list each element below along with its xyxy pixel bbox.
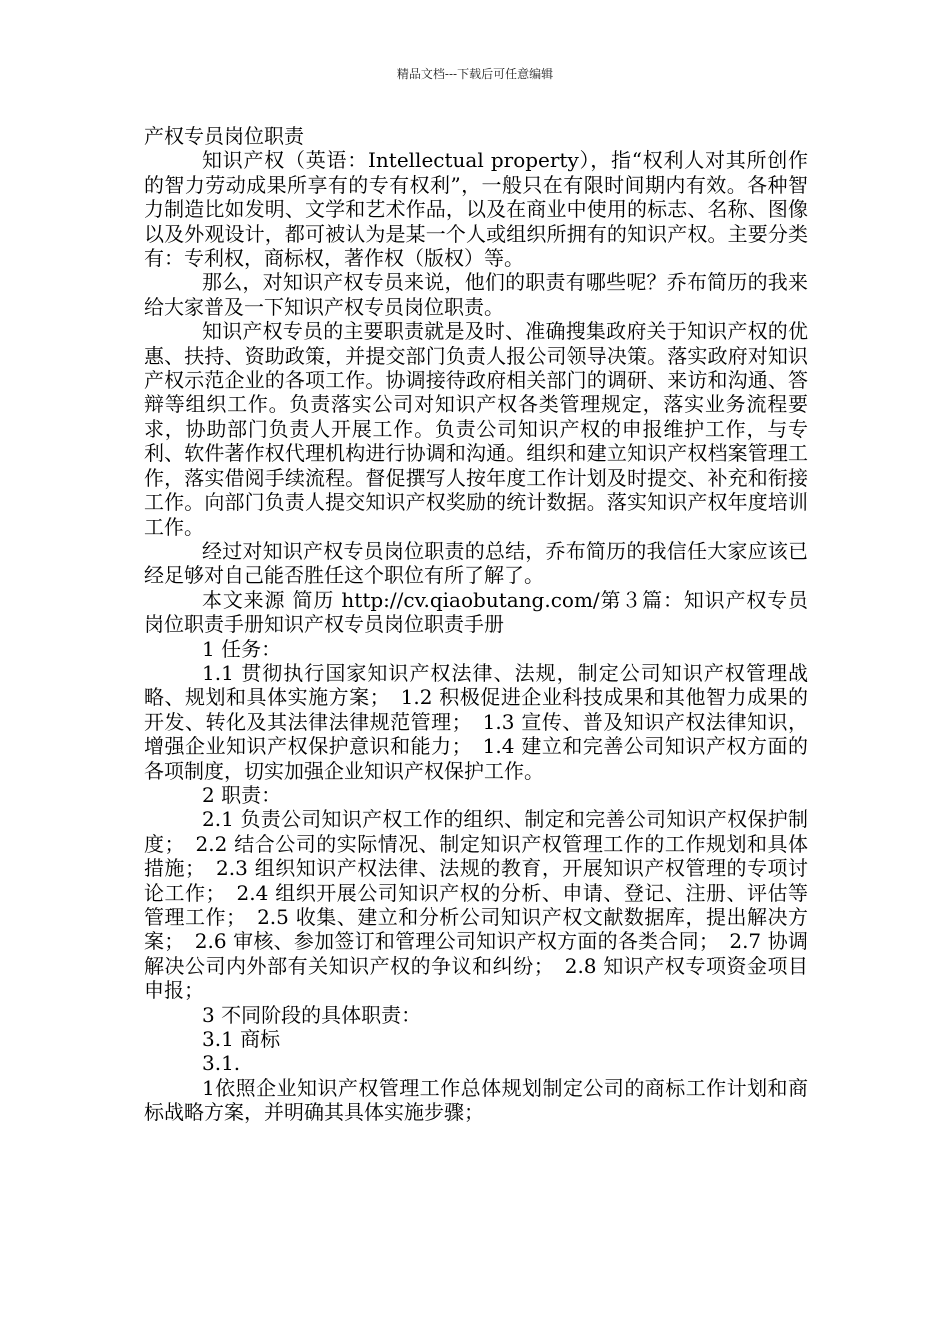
section-heading-duties: 2 职责： bbox=[202, 782, 282, 807]
paragraph-duties-list: 2.1 负责公司知识产权工作的组织、制定和完善公司知识产权保护制度； 2.2 结合公司的实际情况、制定知识产权管理工作的工作规划和具体措施； 2.3 组织知识产权法律、法规的教育，开展知识产权管理的专项讨论工作； 2.4 组织开展公司知识产权的分析、申请、登记、注册、评估等管理工作； 2.5 收集、建立和分析公司知识产权文献数据库，提出解决方案； 2.6 审核、参加签订和管理公司知识产权方面的各类合同； 2.7 协调解决公司内外部有关知识产权的争议和纠纷； 2.8 知识产权专项资金项目申报； bbox=[144, 807, 808, 1003]
paragraph-summary: 经过对知识产权专员岗位职责的总结，乔布简历的我信任大家应该已经足够对自己能否胜任这个职位有所了解了。 bbox=[144, 538, 808, 588]
document-body bbox=[144, 124, 808, 1125]
paragraph-tasks-list: 1.1 贯彻执行国家知识产权法律、法规，制定公司知识产权管理战略、规划和具体实施方案； 1.2 积极促进企业科技成果和其他智力成果的开发、转化及其法律法律规范管理； 1.3 宣传、普及知识产权法律知识，增强企业知识产权保护意识和能力； 1.4 建立和完善公司知识产权方面的各项制度，切实加强企业知识产权保护工作。 bbox=[144, 660, 808, 783]
section-heading-stages: 3 不同阶段的具体职责： bbox=[202, 1002, 422, 1027]
subsection-heading-trademark: 3.1 商标 bbox=[202, 1027, 281, 1052]
document-title: 产权专员岗位职责 bbox=[144, 124, 304, 148]
subsection-number: 3.1. bbox=[202, 1051, 241, 1076]
paragraph-trademark-plan: 1依照企业知识产权管理工作总体规划制定公司的商标工作计划和商标战略方案，并明确其具体实施步骤； bbox=[144, 1075, 808, 1125]
paragraph-main-duties: 知识产权专员的主要职责就是及时、准确搜集政府关于知识产权的优惠、扶持、资助政策，并提交部门负责人报公司领导决策。落实政府对知识产权示范企业的各项工作。协调接待政府相关部门的调研、来访和沟通、答辩等组织工作。负责落实公司对知识产权各类管理规定，落实业务流程要求，协助部门负责人开展工作。负责公司知识产权的申报维护工作，与专利、软件著作权代理机构进行协调和沟通。组织和建立知识产权档案管理工作，落实借阅手续流程。督促撰写人按年度工作计划及时提交、补充和衔接工作。向部门负责人提交知识产权奖励的统计数据。落实知识产权年度培训工作。 bbox=[144, 319, 808, 539]
section-heading-tasks: 1 任务： bbox=[202, 636, 282, 661]
paragraph-intro-question: 那么，对知识产权专员来说，他们的职责有哪些呢？乔布简历的我来给大家普及一下知识产权专员岗位职责。 bbox=[144, 270, 808, 319]
paragraph-ip-definition: 知识产权（英语：Intellectual property），指“权利人对其所创作的智力劳动成果所享有的专有权利”，一般只在有限时间期内有效。各种智力制造比如发明、文学和艺术作品，以及在商业中使用的标志、名称、图像以及外观设计，都可被认为是某一个人或组织所拥有的知识产权。主要分类有：专利权，商标权，著作权（版权）等。 bbox=[144, 148, 808, 271]
paragraph-source: 本文来源 简历 http://cv.qiaobutang.com/第３篇：知识产权专员岗位职责手册知识产权专员岗位职责手册 bbox=[144, 587, 808, 637]
page-header-note: 精品文档---下载后可任意编辑 bbox=[396, 67, 554, 81]
